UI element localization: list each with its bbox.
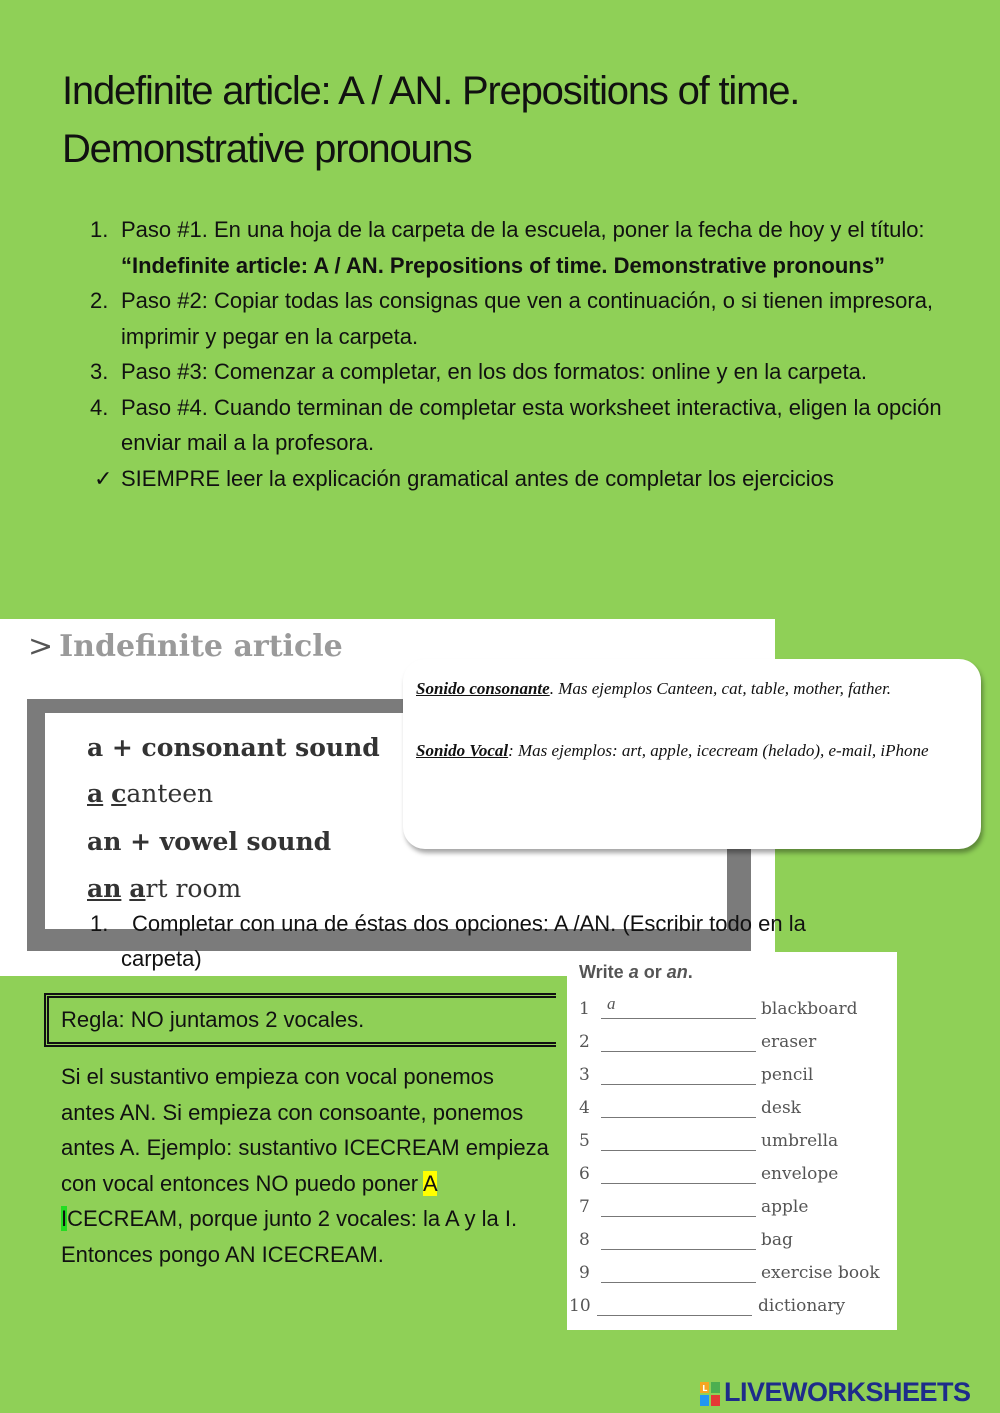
answer-blank[interactable] bbox=[601, 1084, 756, 1085]
step-item bbox=[90, 283, 950, 354]
answer-blank[interactable] bbox=[601, 1051, 756, 1052]
consonant-examples: Sonido consonante. Mas ejemplos Canteen, cat, table, mother, father. bbox=[416, 679, 892, 698]
worksheet-title: Write a or an. bbox=[579, 962, 693, 982]
reminder-item bbox=[90, 461, 950, 497]
answer-blank[interactable] bbox=[601, 1282, 756, 1283]
highlight-a: A bbox=[423, 1170, 437, 1196]
title-line-2: Demonstrative pronouns bbox=[62, 127, 472, 171]
step-item bbox=[90, 212, 950, 283]
exercise-text: Completar con una de éstas dos opciones: A /AN. (Escribir todo en la bbox=[132, 911, 806, 936]
step-text: Paso #1. En una hoja de la carpeta de la escuela, poner la fecha de hoy y el título: bbox=[121, 217, 925, 242]
worksheet-item: 1 a blackboard bbox=[579, 994, 858, 1019]
answer-blank[interactable] bbox=[601, 1183, 756, 1184]
step-title-quote: “Indefinite article: A / AN. Prepositions of time. Demonstrative pronouns” bbox=[121, 252, 885, 278]
grammar-heading-text: Indefinite article bbox=[59, 629, 343, 664]
sound-examples-callout bbox=[403, 659, 981, 849]
worksheet-item: 2 eraser bbox=[579, 1032, 817, 1052]
worksheet-item: 3 pencil bbox=[579, 1065, 814, 1085]
arrow-icon: > bbox=[28, 629, 54, 664]
reminder-text: SIEMPRE leer la explicación gramatical antes de completar los ejercicios bbox=[121, 465, 834, 491]
step-number: 2. bbox=[90, 288, 109, 313]
page-title bbox=[62, 62, 962, 178]
worksheet-item: 5 umbrella bbox=[579, 1131, 839, 1151]
answer-text: a bbox=[607, 994, 616, 1013]
logo-text: LIVEWORKSHEETS bbox=[724, 1377, 971, 1407]
answer-blank[interactable] bbox=[601, 1150, 756, 1151]
worksheet-exercise bbox=[567, 952, 897, 1330]
example-consonant: a canteen bbox=[87, 779, 214, 808]
worksheet-item: 10 dictionary bbox=[569, 1296, 846, 1316]
worksheet-item: 8 bag bbox=[579, 1230, 793, 1250]
rule-vowel: an + vowel sound bbox=[87, 827, 332, 856]
vowel-examples: Sonido Vocal: Mas ejemplos: art, apple, icecream (helado), e-mail, iPhone bbox=[416, 741, 929, 760]
svg-text:L: L bbox=[702, 1383, 707, 1393]
step-item bbox=[90, 354, 950, 390]
exercise-text-cont: carpeta) bbox=[121, 946, 202, 971]
title-line-1: Indefinite article: A / AN. Prepositions of time. bbox=[62, 69, 800, 113]
exercise-number: 1. bbox=[90, 911, 109, 936]
step-number: 4. bbox=[90, 394, 109, 420]
answer-blank[interactable] bbox=[601, 1018, 756, 1019]
worksheet-item: 7 apple bbox=[579, 1197, 809, 1217]
worksheet-item: 9 exercise book bbox=[579, 1263, 880, 1283]
step-text: Paso #4. Cuando terminan de completar esta worksheet interactiva, eligen la opción enviar mail a la profesora. bbox=[121, 394, 942, 455]
rule-text: Regla: NO juntamos 2 vocales. bbox=[61, 1007, 365, 1032]
rule-box bbox=[44, 993, 556, 1047]
step-text: Paso #2: Copiar todas las consignas que ven a continuación, o si tienen impresora, imprimir y pegar en la carpeta. bbox=[121, 288, 934, 349]
grammar-heading bbox=[28, 629, 343, 664]
step-text: Paso #3: Comenzar a completar, en los dos formatos: online y en la carpeta. bbox=[121, 359, 867, 384]
step-number: 3. bbox=[90, 359, 109, 384]
liveworksheets-icon bbox=[700, 1382, 720, 1406]
answer-blank[interactable] bbox=[597, 1315, 752, 1316]
liveworksheets-logo bbox=[700, 1377, 995, 1409]
step-number: 1. bbox=[90, 217, 109, 242]
worksheet-item: 4 desk bbox=[579, 1098, 801, 1118]
answer-blank[interactable] bbox=[601, 1216, 756, 1217]
instruction-steps bbox=[90, 212, 950, 496]
highlight-i: I bbox=[61, 1206, 68, 1231]
rule-explanation: Si el sustantivo empieza con vocal ponemos antes AN. Si empieza con consoante, ponemos antes A. Ejemplo: sustantivo ICECREAM empieza con vocal entonces NO puedo poner A ICECREAM, porque junto 2 vocales: la A y la I. Entonces pongo AN ICECREAM. bbox=[61, 1064, 549, 1267]
step-item bbox=[90, 390, 950, 461]
example-vowel: an art room bbox=[87, 874, 242, 903]
answer-blank[interactable] bbox=[601, 1117, 756, 1118]
checkmark-icon: ✓ bbox=[94, 465, 113, 491]
answer-blank[interactable] bbox=[601, 1249, 756, 1250]
rule-consonant: a + consonant sound bbox=[87, 733, 380, 762]
worksheet-item: 6 envelope bbox=[579, 1164, 839, 1184]
